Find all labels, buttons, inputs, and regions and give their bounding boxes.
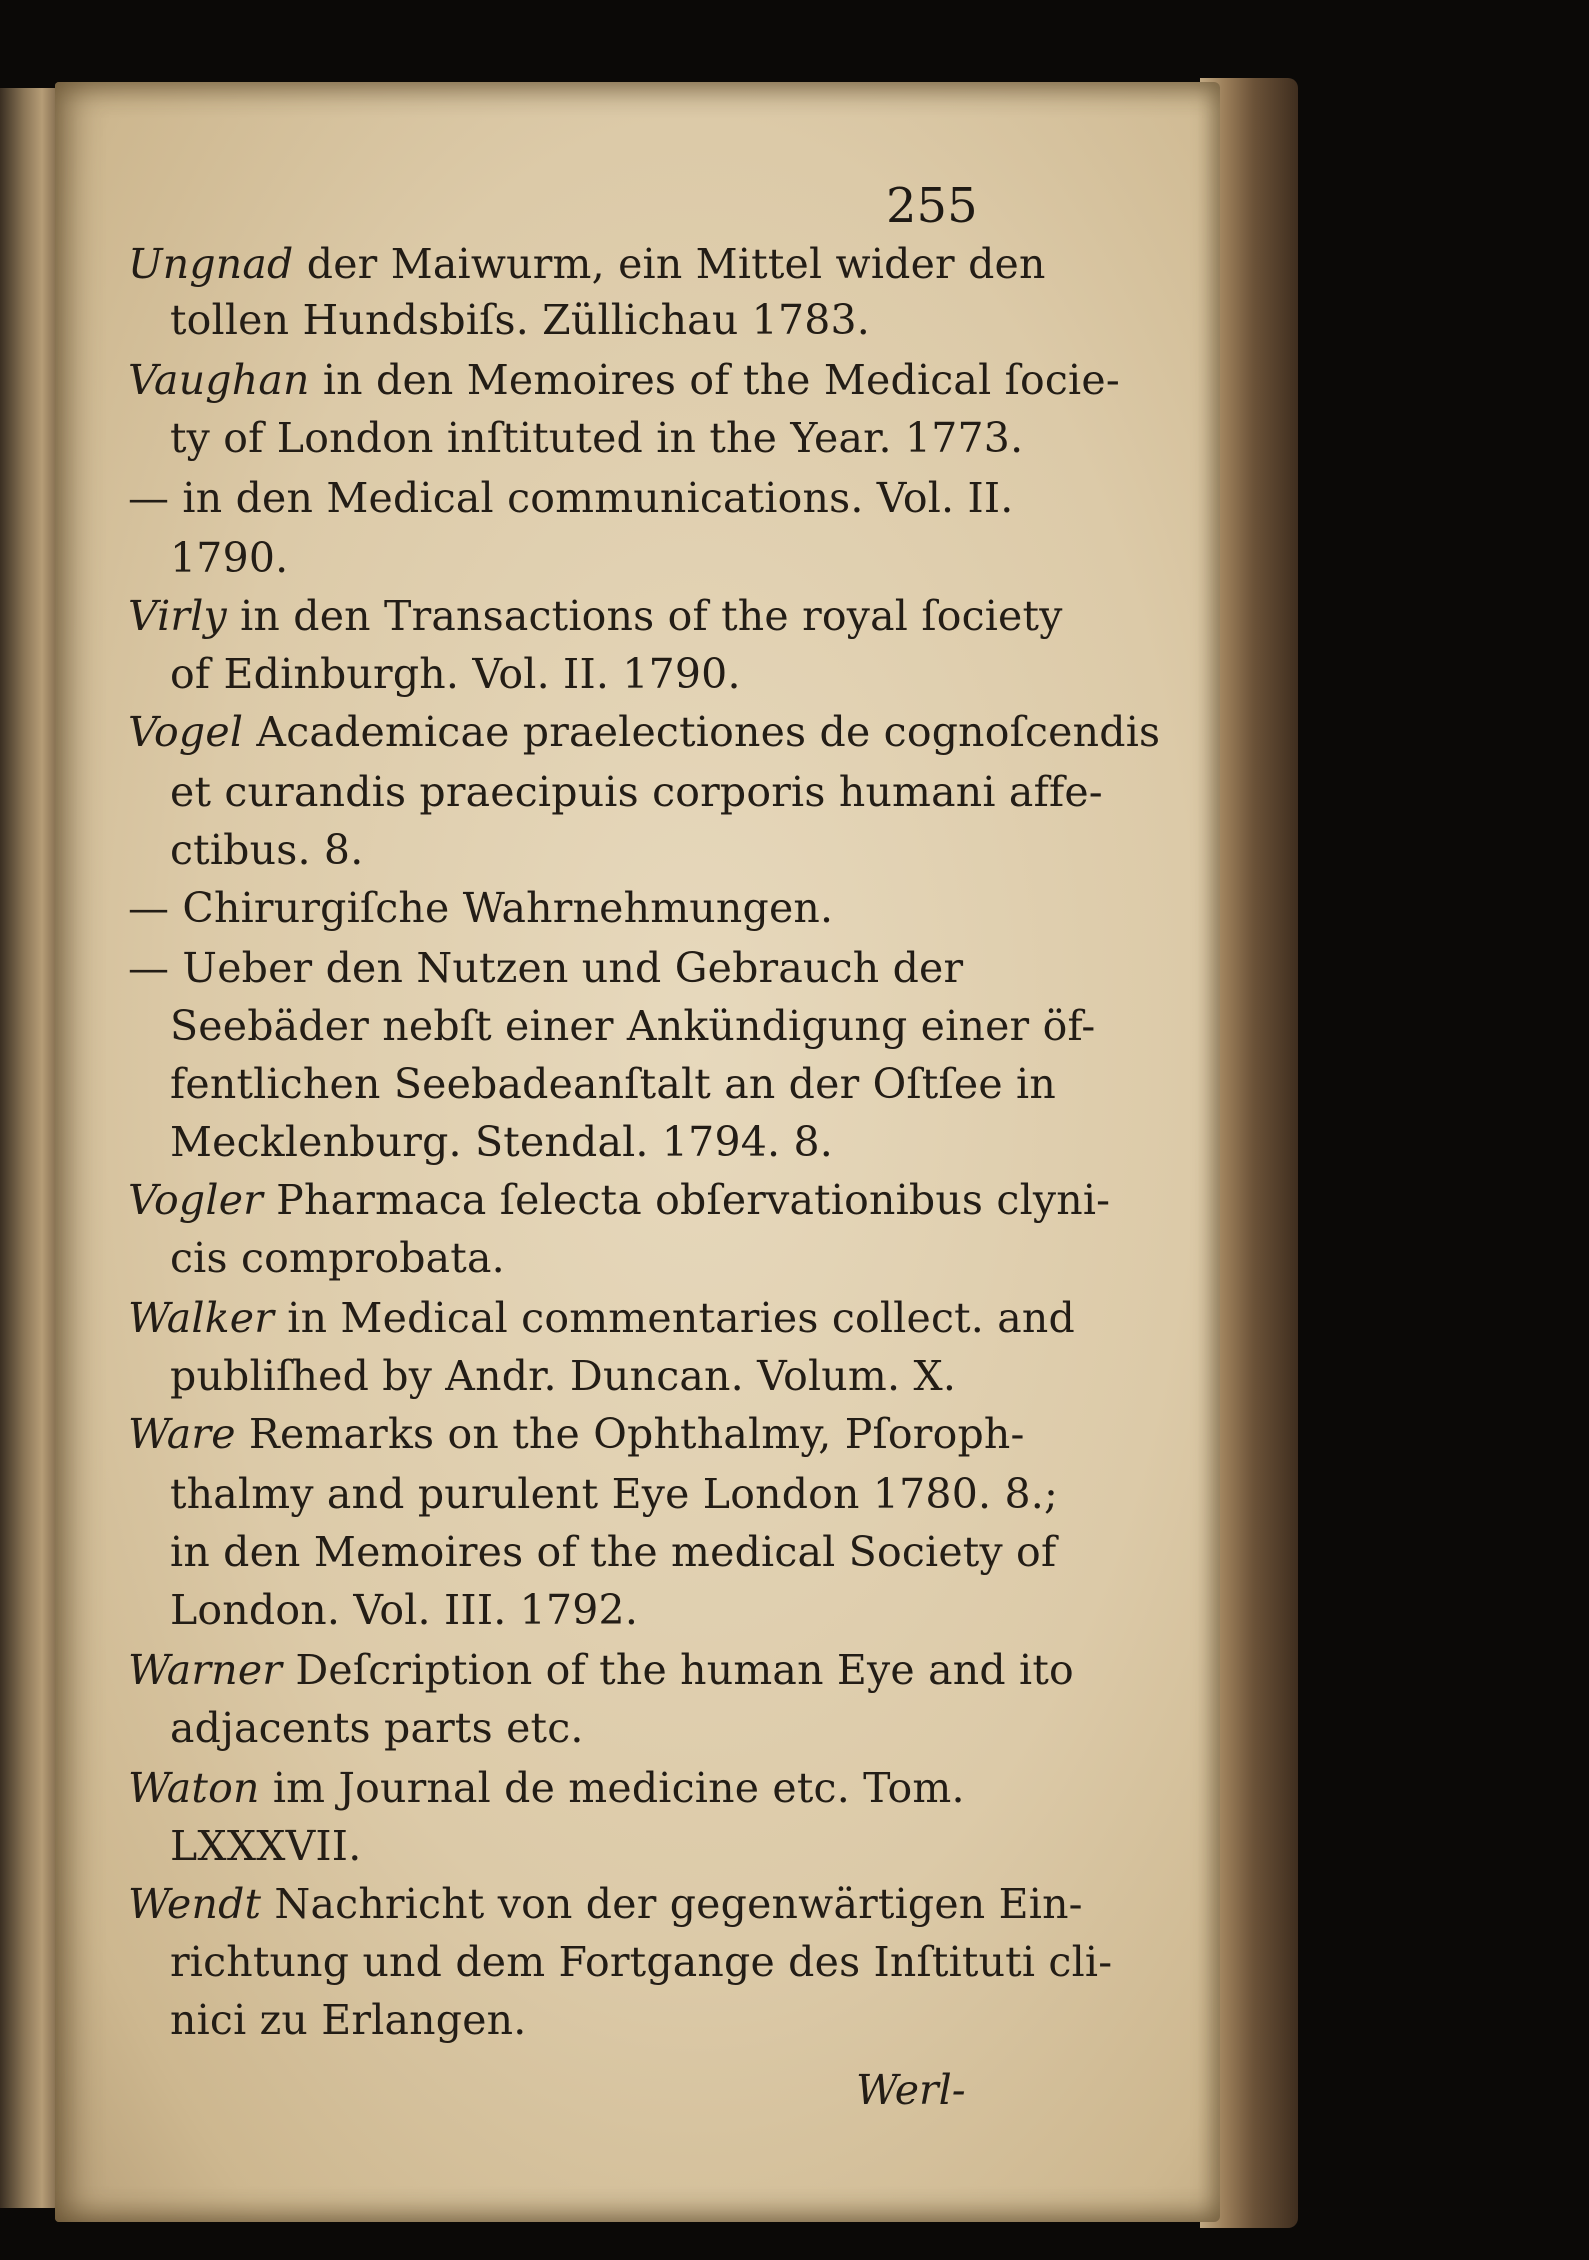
- author-name: Ware: [128, 1410, 236, 1458]
- entry-line: ctibus. 8.: [170, 826, 364, 874]
- entry-line: adjacents parts etc.: [170, 1704, 584, 1752]
- author-name: Ungnad: [128, 240, 294, 288]
- author-name: Vogel: [128, 708, 244, 756]
- entry-first-line: — Chirurgiſche Wahrnehmungen.: [128, 884, 834, 932]
- entry-line: in den Memoires of the medical Society of: [170, 1528, 1057, 1576]
- entry-line: LXXXVII.: [170, 1822, 362, 1870]
- entry-first-line: — Ueber den Nutzen und Gebrauch der: [128, 944, 964, 992]
- ditto-dash: —: [128, 944, 170, 992]
- entry-line: cis comprobata.: [170, 1234, 505, 1282]
- entry-line: thalmy and purulent Eye London 1780. 8.;: [170, 1470, 1058, 1518]
- ditto-dash: —: [128, 474, 170, 522]
- author-name: Vogler: [128, 1176, 263, 1224]
- entry-first-line: Ungnad der Maiwurm, ein Mittel wider den: [128, 240, 1046, 288]
- page-number: 255: [886, 178, 978, 234]
- entry-first-line: Vaughan in den Memoires of the Medical ſocie-: [128, 356, 1120, 404]
- entry-line: publiſhed by Andr. Duncan. Volum. X.: [170, 1352, 957, 1400]
- ditto-dash: —: [128, 884, 170, 932]
- author-name: Warner: [128, 1646, 283, 1694]
- entry-line: of Edinburgh. Vol. II. 1790.: [170, 650, 741, 698]
- author-name: Vaughan: [128, 356, 310, 404]
- entry-first-line: Vogel Academicae praelectiones de cognoſcendis: [128, 708, 1161, 756]
- entry-line: London. Vol. III. 1792.: [170, 1586, 639, 1634]
- entry-first-line: Waton im Journal de medicine etc. Tom.: [128, 1764, 965, 1812]
- entry-line: ty of London inſtituted in the Year. 1773.: [170, 414, 1024, 462]
- entry-line: et curandis praecipuis corporis humani affe-: [170, 768, 1103, 816]
- entry-line: tollen Hundsbiſs. Züllichau 1783.: [170, 296, 871, 344]
- entry-first-line: Wendt Nachricht von der gegenwärtigen Ein-: [128, 1880, 1083, 1928]
- author-name: Walker: [128, 1294, 275, 1342]
- entry-line: Seebäder nebſt einer Ankündigung einer öf-: [170, 1002, 1096, 1050]
- entry-line: Mecklenburg. Stendal. 1794. 8.: [170, 1118, 834, 1166]
- author-name: Wendt: [128, 1880, 262, 1928]
- author-name: Waton: [128, 1764, 260, 1812]
- entry-first-line: Vogler Pharmaca ſelecta obſervationibus clyni-: [128, 1176, 1111, 1224]
- entry-first-line: Virly in den Transactions of the royal ſociety: [128, 592, 1063, 640]
- entry-first-line: Walker in Medical commentaries collect. and: [128, 1294, 1075, 1342]
- entry-line: 1790.: [170, 534, 289, 582]
- entry-first-line: Warner Deſcription of the human Eye and ito: [128, 1646, 1074, 1694]
- entry-line: nici zu Erlangen.: [170, 1996, 527, 2044]
- entry-first-line: Ware Remarks on the Ophthalmy, Pſoroph-: [128, 1410, 1025, 1458]
- author-name: Virly: [128, 592, 227, 640]
- entry-first-line: — in den Medical communications. Vol. II.: [128, 474, 1014, 522]
- entry-line: richtung und dem Fortgange des Inſtituti cli-: [170, 1938, 1113, 1986]
- entry-line: fentlichen Seebadeanſtalt an der Oſtſee in: [170, 1060, 1056, 1108]
- catchword: Werl-: [856, 2066, 966, 2114]
